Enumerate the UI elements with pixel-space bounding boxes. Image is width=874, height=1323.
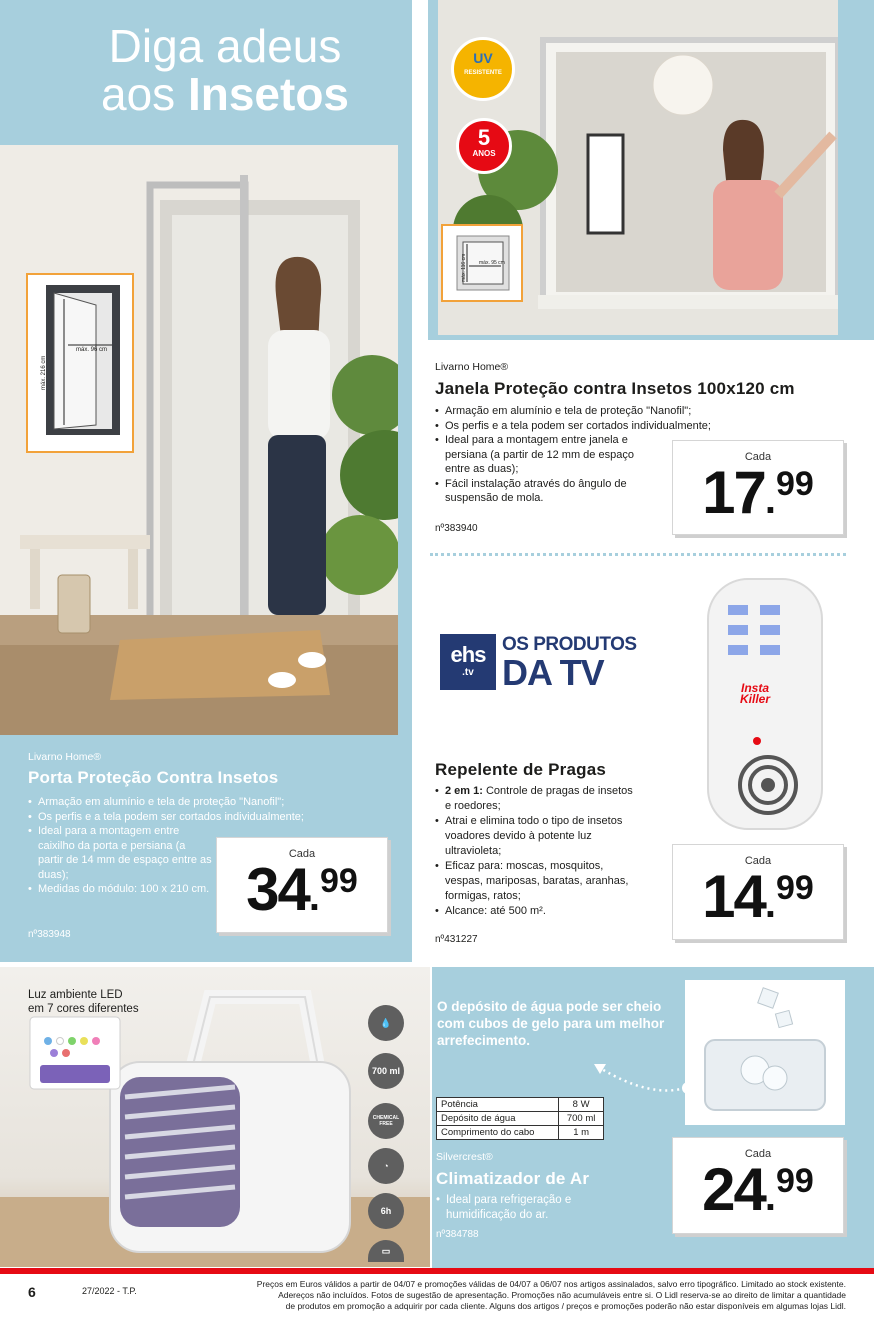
cooler-ref: nº384788 [436,1229,479,1240]
repellent-device-photo [700,575,830,833]
spec-row [437,1112,604,1126]
led-dot [62,1049,70,1057]
headline-line-2: aos Insetos [101,68,349,120]
door-brand: Livarno Home® [28,751,102,763]
footer-disclaimer: Preços em Euros válidos a partir de 04/07 e promoções válidas de 04/07 a 06/07 nos artigos assinalados, salvo erro tipográfico. Limitado ao stock existente. Adereços não incluídos. Fotos de sugestão de apresentação. Promoções não acumuláveis entre si. O Lidl reserva-se ao direito de limitar a quantidade de produtos em promoção a adquirir por cada cliente. Alguns dos artigos / preços e promoções poderão não estar disponíveis em algumas lojas Lidl. [256,1279,846,1311]
warranty-badge [456,118,512,174]
warranty-years: 5 [477,125,491,150]
chemical-free-icon: CHEMICAL FREE [368,1103,404,1139]
window-price: 17.99 [702,459,814,526]
ehs-logo-mark: ehs .tv [440,634,496,690]
repellent-bullet: • Eficaz para: moscas, mosquitos, vespas, mariposas, baratas, aranhas, formigas, ratos; [435,859,635,904]
window-product-info [435,360,855,402]
spec-value: 8 W [559,1098,604,1112]
led-dot [56,1037,64,1045]
door-title: Porta Proteção Contra Insetos [28,768,279,787]
door-ref: nº383948 [28,929,71,940]
runtime-icon: 6h [368,1193,404,1229]
cooler-title: Climatizador de Ar [436,1169,590,1188]
door-bullet: • Ideal para a montagem entre caixilho da porta e persiana (a partir de 14 mm de espaço entre as duas); [28,824,213,882]
spec-label: Comprimento do cabo [437,1126,559,1140]
cooler-bullet: • Ideal para refrigeração e humidificação do ar. [436,1193,596,1223]
spec-label: Depósito de água [437,1112,559,1126]
ice-tank-photo [685,980,845,1125]
cooler-price-label: Cada [744,1148,772,1160]
window-price-tag [672,440,844,535]
issue-code: 27/2022 - T.P. [82,1286,137,1296]
window-dimension-diagram [441,224,523,302]
window-ref: nº383940 [435,523,478,534]
repellent-bullet: • Atrai e elimina todo o tipo de insetos voadores devido à potente luz ultravioleta; [435,814,635,859]
uv-badge-text: UV [473,50,493,66]
cooler-callout: O depósito de água pode ser cheio com cubos de gelo para um melhor arrefecimento. [437,999,665,1048]
door-bullet: • Medidas do módulo: 100 x 210 cm. [28,882,213,897]
led-dot [50,1049,58,1057]
spec-row [437,1098,604,1112]
door-dimension-diagram [26,273,134,453]
section-divider [430,553,846,556]
repellent-ref: nº431227 [435,934,478,945]
repellent-title: Repelente de Pragas [435,760,607,779]
spec-value: 1 m [559,1126,604,1140]
window-title: Janela Proteção contra Insetos 100x120 cm [435,379,795,398]
spec-row [437,1126,604,1140]
repellent-price-tag [672,844,844,940]
led-dot [92,1037,100,1045]
window-brand: Livarno Home® [435,361,509,373]
warranty-years-label: ANOS [472,149,496,158]
footer-red-bar [0,1268,874,1274]
page-headline [60,22,390,118]
ehs-logo-line-2: DA TV [502,652,604,693]
speed-dial-icon: ◔ [368,1148,404,1184]
spec-label: Potência [437,1098,559,1112]
cooler-price-tag [672,1137,844,1234]
cooler-brand: Silvercrest® [436,1151,493,1163]
repellent-price-label: Cada [744,855,772,867]
door-price-label: Cada [288,848,316,860]
door-bullet: • Os perfis e a tela podem ser cortados individualmente; [28,810,368,825]
window-diagram-width-label: máx. 95 cm [479,260,505,266]
tank-capacity-icon: 700 ml [368,1053,404,1089]
led-dot [44,1037,52,1045]
window-diagram-height-label: máx. 116 cm [461,253,467,282]
door-product-info [28,750,388,791]
led-dot [80,1037,88,1045]
cooler-product-info [436,1150,666,1242]
repellent-price: 14.99 [702,863,814,930]
usb-power-icon: ▭ [368,1240,404,1262]
callout-arrow-icon [590,1050,700,1100]
repellent-bullets [435,784,635,919]
window-price-label: Cada [744,451,772,463]
window-bullet: • Fácil instalação através do ângulo de suspensão de mola. [435,477,660,506]
cooler-spec-table [436,1097,604,1140]
cooler-bullets [436,1193,596,1223]
page-number: 6 [28,1284,36,1300]
uv-resistant-badge [451,37,515,101]
led-caption: Luz ambiente LED em 7 cores diferentes [28,989,139,1015]
headline-line-1: Diga adeus [108,20,342,72]
spec-value: 700 ml [559,1112,604,1126]
led-color-dots [40,1035,110,1063]
repellent-bullet: • 2 em 1: Controle de pragas de insetos e roedores; [435,784,635,814]
door-diagram-width-label: máx. 96 cm [76,347,108,353]
led-dot [68,1037,76,1045]
window-bullets [435,404,711,506]
ice-tank-illustration [685,980,845,1125]
uv-badge-subtext: RESISTENTE [464,70,502,76]
cooler-price: 24.99 [702,1156,814,1223]
door-diagram-height-label: máx. 216 cm [41,355,47,390]
door-price-tag [216,837,388,933]
insta-killer-brand: Insta Killer [739,681,770,706]
repellent-bullet: • Alcance: até 500 m². [435,904,635,919]
ehs-logo-line-1: OS PRODUTOS [502,634,637,655]
ehs-tv-logo [440,630,640,694]
water-drop-icon: 💧 [368,1005,404,1041]
window-bullet: • Armação em alumínio e tela de proteção "Nanofil"; [435,404,785,419]
door-bullet: • Armação em alumínio e tela de proteção "Nanofil"; [28,795,358,810]
window-bullet: • Ideal para a montagem entre janela e persiana (a partir de 12 mm de espaço entre as duas); [435,433,660,477]
door-price: 34.99 [246,856,358,923]
window-bullet: • Os perfis e a tela podem ser cortados individualmente; [435,419,785,434]
